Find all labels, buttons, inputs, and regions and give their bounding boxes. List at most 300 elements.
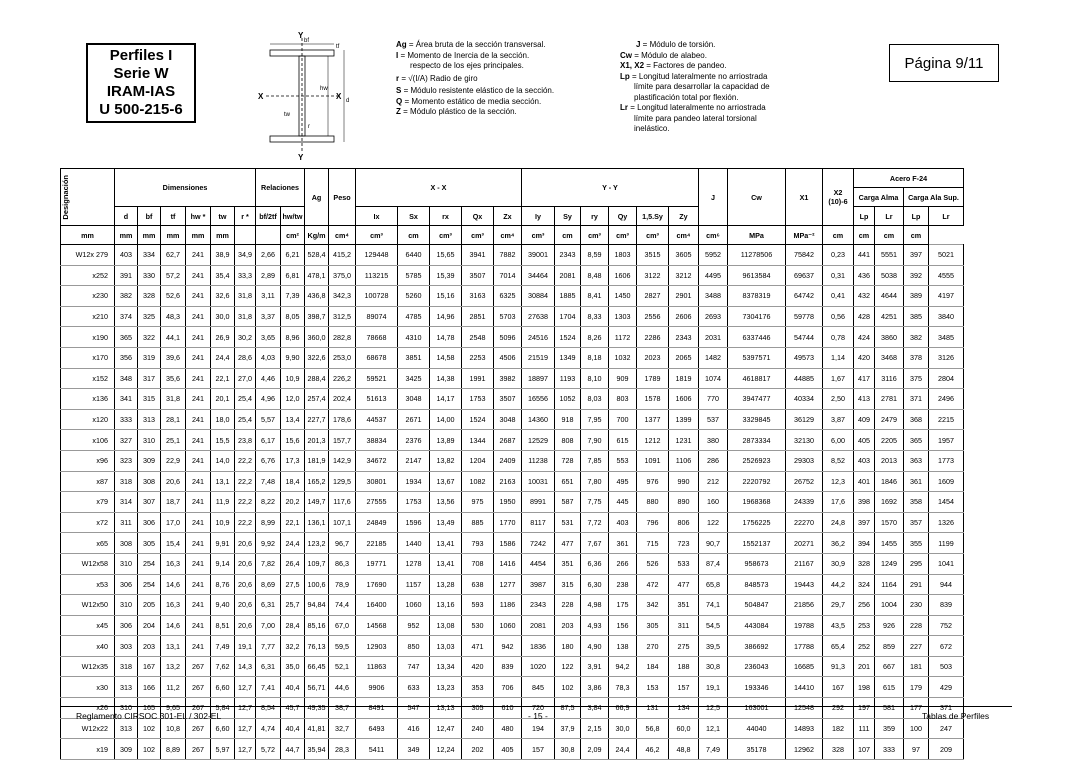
table-cell: 22185 xyxy=(356,533,398,554)
table-cell: 793 xyxy=(462,533,494,554)
table-cell: 291 xyxy=(904,574,929,595)
designation-cell: x96 xyxy=(61,450,115,471)
designation-cell: W12x58 xyxy=(61,553,115,574)
table-cell: 5,57 xyxy=(256,409,281,430)
column-unit: mm xyxy=(115,226,138,245)
table-cell: 100,6 xyxy=(305,574,329,595)
table-cell: 723 xyxy=(669,533,699,554)
table-cell: 1349 xyxy=(555,347,581,368)
table-cell: 885 xyxy=(462,512,494,533)
table-row xyxy=(61,327,964,348)
table-cell: 40,4 xyxy=(281,718,305,739)
table-cell: 307 xyxy=(138,492,161,513)
table-cell: 6,00 xyxy=(823,430,854,451)
column-unit xyxy=(235,226,256,245)
column-unit: cm xyxy=(904,226,929,245)
table-cell: 4,74 xyxy=(256,718,281,739)
table-cell: 136,1 xyxy=(305,512,329,533)
table-cell: 52,6 xyxy=(161,286,186,307)
table-cell: 20,6 xyxy=(235,615,256,636)
table-cell: 85,16 xyxy=(305,615,329,636)
table-cell: 1032 xyxy=(609,347,637,368)
table-cell: 8,18 xyxy=(581,347,609,368)
table-cell: 10,9 xyxy=(281,368,305,389)
table-cell: 8,89 xyxy=(161,739,186,760)
table-cell: 60,0 xyxy=(669,718,699,739)
x-axis-right-label: X xyxy=(336,92,342,101)
table-row xyxy=(61,512,964,533)
table-cell: 54,5 xyxy=(699,615,728,636)
table-cell: 2851 xyxy=(462,306,494,327)
table-cell: 13,23 xyxy=(430,677,462,698)
footer-right: Tablas de Perfiles xyxy=(922,711,990,721)
table-cell: 3947477 xyxy=(728,389,786,410)
table-cell: 181,9 xyxy=(305,450,329,471)
table-cell: 30,8 xyxy=(699,656,728,677)
table-cell: 1278 xyxy=(398,553,430,574)
footer-center: - 15 - xyxy=(528,711,548,721)
table-cell: 12,24 xyxy=(430,739,462,760)
table-cell: 715 xyxy=(637,533,669,554)
table-cell: 18897 xyxy=(522,368,555,389)
table-cell: 241 xyxy=(186,450,211,471)
table-cell: 205 xyxy=(138,595,161,616)
table-cell: 282,8 xyxy=(329,327,356,348)
table-cell: 587 xyxy=(555,492,581,513)
table-cell: 808 xyxy=(555,430,581,451)
table-cell: 12,7 xyxy=(235,698,256,719)
table-cell: 32130 xyxy=(786,430,823,451)
table-cell: 9,92 xyxy=(256,533,281,554)
table-cell: 1524 xyxy=(462,409,494,430)
table-cell: 4251 xyxy=(875,306,904,327)
table-cell: 49,35 xyxy=(305,698,329,719)
x-axis-left-label: X xyxy=(258,92,264,101)
table-cell: 1606 xyxy=(669,389,699,410)
designation-cell: x252 xyxy=(61,265,115,286)
table-cell: 26,4 xyxy=(281,553,305,574)
table-cell: 314 xyxy=(115,492,138,513)
table-cell: 15,39 xyxy=(430,265,462,286)
table-cell: 2526923 xyxy=(728,450,786,471)
table-row xyxy=(61,656,964,677)
table-cell: 5397571 xyxy=(728,347,786,368)
page-number-box: Página 9/11 xyxy=(889,44,999,82)
column-unit: cm³ xyxy=(462,226,494,245)
table-cell: 257,4 xyxy=(305,389,329,410)
table-cell: 241 xyxy=(186,615,211,636)
table-cell: 319 xyxy=(138,347,161,368)
table-cell: 10,8 xyxy=(161,718,186,739)
table-cell: 34672 xyxy=(356,450,398,471)
table-cell: 8,99 xyxy=(256,512,281,533)
table-cell: 530 xyxy=(462,615,494,636)
table-cell: 74,1 xyxy=(699,595,728,616)
table-cell: 3425 xyxy=(398,368,430,389)
table-cell: 8491 xyxy=(356,698,398,719)
table-cell: 241 xyxy=(186,265,211,286)
table-cell: 398,7 xyxy=(305,306,329,327)
table-cell: 333 xyxy=(115,409,138,430)
table-cell: 16,3 xyxy=(161,553,186,574)
designation-cell: W12x22 xyxy=(61,718,115,739)
table-cell: 266 xyxy=(609,553,637,574)
table-cell: 2220792 xyxy=(728,471,786,492)
table-cell: 94,2 xyxy=(609,656,637,677)
table-cell: 14893 xyxy=(786,718,823,739)
column-unit: mm xyxy=(138,226,161,245)
table-cell: 10031 xyxy=(522,471,555,492)
table-cell: 5096 xyxy=(494,327,522,348)
table-cell: 4618817 xyxy=(728,368,786,389)
table-cell: 30,9 xyxy=(823,553,854,574)
table-cell: 357 xyxy=(904,512,929,533)
table-cell: 2286 xyxy=(637,327,669,348)
table-cell: 188 xyxy=(669,656,699,677)
table-cell: 333 xyxy=(875,739,904,760)
r-label: r xyxy=(308,124,310,130)
table-cell: 720 xyxy=(522,698,555,719)
table-cell: 193346 xyxy=(728,677,786,698)
table-cell: 477 xyxy=(669,574,699,595)
table-cell: 363 xyxy=(904,450,929,471)
table-cell: 227 xyxy=(904,636,929,657)
table-cell: 32,7 xyxy=(329,718,356,739)
table-cell: 68678 xyxy=(356,347,398,368)
table-cell: 241 xyxy=(186,286,211,307)
table-cell: 24849 xyxy=(356,512,398,533)
column-symbol: bf/2tf xyxy=(256,207,281,226)
table-cell: 25,4 xyxy=(235,409,256,430)
table-cell: 19788 xyxy=(786,615,823,636)
table-cell: 397 xyxy=(854,512,875,533)
table-cell: 313 xyxy=(115,718,138,739)
table-cell: 3987 xyxy=(522,574,555,595)
table-cell: 839 xyxy=(494,656,522,677)
ag-header: Ag xyxy=(305,169,329,226)
table-cell: 5,72 xyxy=(256,739,281,760)
table-cell: 909 xyxy=(609,368,637,389)
table-cell: 12548 xyxy=(786,698,823,719)
table-cell: 44,1 xyxy=(161,327,186,348)
table-cell: 14,3 xyxy=(235,656,256,677)
table-cell: 34464 xyxy=(522,265,555,286)
table-cell: 22,2 xyxy=(235,450,256,471)
table-cell: 38,9 xyxy=(211,245,235,266)
table-cell: 1020 xyxy=(522,656,555,677)
table-cell: 322 xyxy=(138,327,161,348)
table-cell: 7,82 xyxy=(256,553,281,574)
table-cell: 7,72 xyxy=(581,512,609,533)
table-cell: 111 xyxy=(854,718,875,739)
table-cell: 157 xyxy=(669,677,699,698)
table-cell: 31,8 xyxy=(235,286,256,307)
table-cell: 6,60 xyxy=(211,718,235,739)
tw-label: tw xyxy=(284,112,290,118)
peso-header: Peso xyxy=(329,169,356,226)
table-cell: 394 xyxy=(854,533,875,554)
table-cell: 7,00 xyxy=(256,615,281,636)
table-cell: 351 xyxy=(669,595,699,616)
table-cell: 2687 xyxy=(494,430,522,451)
column-unit: cm⁶ xyxy=(699,226,728,245)
table-cell: 236043 xyxy=(728,656,786,677)
table-cell: 14568 xyxy=(356,615,398,636)
table-cell: 2253 xyxy=(462,347,494,368)
table-cell: 2,66 xyxy=(256,245,281,266)
table-cell: 253,0 xyxy=(329,347,356,368)
table-cell: 1106 xyxy=(669,450,699,471)
table-cell: 375 xyxy=(904,368,929,389)
y-axis-top-label: Y xyxy=(298,31,304,40)
table-cell: 241 xyxy=(186,595,211,616)
table-cell: 796 xyxy=(637,512,669,533)
table-cell: 360,0 xyxy=(305,327,329,348)
x1-header: X1 xyxy=(786,169,823,226)
table-cell: 9,90 xyxy=(281,347,305,368)
table-cell: 2081 xyxy=(522,615,555,636)
table-cell: 19,1 xyxy=(235,636,256,657)
table-cell: 8,03 xyxy=(581,389,609,410)
table-cell: 324 xyxy=(854,574,875,595)
table-cell: 7,95 xyxy=(581,409,609,430)
table-cell: 28,6 xyxy=(235,347,256,368)
profile-title-box xyxy=(86,43,196,123)
table-cell: 32,6 xyxy=(211,286,235,307)
column-symbol: Qx xyxy=(462,207,494,226)
designation-cell: x79 xyxy=(61,492,115,513)
table-cell: 13,16 xyxy=(430,595,462,616)
table-cell: 267 xyxy=(186,739,211,760)
table-cell: 45,7 xyxy=(281,698,305,719)
table-cell: 2873334 xyxy=(728,430,786,451)
table-cell: 48,3 xyxy=(161,306,186,327)
table-cell: 107 xyxy=(854,739,875,760)
table-row xyxy=(61,636,964,657)
table-cell: 66,45 xyxy=(305,656,329,677)
table-cell: 86,3 xyxy=(329,553,356,574)
table-cell: 7,39 xyxy=(281,286,305,307)
table-cell: 420 xyxy=(462,656,494,677)
table-cell: 443084 xyxy=(728,615,786,636)
table-cell: 122 xyxy=(699,512,728,533)
table-cell: 353 xyxy=(462,677,494,698)
table-cell: 6,36 xyxy=(581,553,609,574)
table-row xyxy=(61,677,964,698)
table-cell: 976 xyxy=(637,471,669,492)
table-cell: 348 xyxy=(115,368,138,389)
table-cell: 48,8 xyxy=(669,739,699,760)
table-cell: 5038 xyxy=(875,265,904,286)
table-cell: 56,71 xyxy=(305,677,329,698)
table-cell: 2671 xyxy=(398,409,430,430)
table-cell: 305 xyxy=(138,533,161,554)
table-cell: 9,14 xyxy=(211,553,235,574)
column-symbol: r * xyxy=(235,207,256,226)
table-cell: 441 xyxy=(854,245,875,266)
table-cell: 13,49 xyxy=(430,512,462,533)
table-cell: 5260 xyxy=(398,286,430,307)
table-cell: 3,37 xyxy=(256,306,281,327)
table-cell: 9613584 xyxy=(728,265,786,286)
table-cell: 2556 xyxy=(637,306,669,327)
table-cell: 1753 xyxy=(462,389,494,410)
table-cell: 958673 xyxy=(728,553,786,574)
table-cell: 24516 xyxy=(522,327,555,348)
table-cell: 22,1 xyxy=(211,368,235,389)
table-cell: 131 xyxy=(637,698,669,719)
table-cell: 1186 xyxy=(494,595,522,616)
table-cell: 317 xyxy=(138,368,161,389)
table-cell: 17,3 xyxy=(281,450,305,471)
definitions-left: Ag = Área bruta de la sección transversal. I = Momento de Inercia de la sección. respecto de los ejes principales. r = √(I/A) Radio de giro S = Módulo resistente elástico de la sección. Q = Momento estático de media sección. Z = Módulo plástico de la sección. xyxy=(396,40,555,116)
table-cell: 30884 xyxy=(522,286,555,307)
table-cell: 175 xyxy=(609,595,637,616)
table-cell: 178,6 xyxy=(329,409,356,430)
table-cell: 8,10 xyxy=(581,368,609,389)
table-cell: 13,08 xyxy=(430,615,462,636)
table-cell: 638 xyxy=(462,574,494,595)
table-cell: 3941 xyxy=(462,245,494,266)
table-cell: 2343 xyxy=(555,245,581,266)
table-cell: 54744 xyxy=(786,327,823,348)
table-cell: 1041 xyxy=(929,553,964,574)
table-cell: 398 xyxy=(854,492,875,513)
table-cell: 129,5 xyxy=(329,471,356,492)
table-cell: 20271 xyxy=(786,533,823,554)
table-cell: 39,6 xyxy=(161,347,186,368)
table-cell: 5,97 xyxy=(211,739,235,760)
table-cell: 429 xyxy=(929,677,964,698)
table-cell: 18,4 xyxy=(281,471,305,492)
table-cell: 22,2 xyxy=(235,492,256,513)
table-row xyxy=(61,306,964,327)
table-cell: 13,67 xyxy=(430,471,462,492)
table-cell: 28,1 xyxy=(161,409,186,430)
table-cell: 7,49 xyxy=(699,739,728,760)
table-cell: 129448 xyxy=(356,245,398,266)
table-cell: 478,1 xyxy=(305,265,329,286)
designation-cell: x87 xyxy=(61,471,115,492)
table-cell: 12903 xyxy=(356,636,398,657)
table-cell: 8,54 xyxy=(256,698,281,719)
table-cell: 78,9 xyxy=(329,574,356,595)
table-cell: 62,7 xyxy=(161,245,186,266)
table-cell: 12,7 xyxy=(235,739,256,760)
column-unit xyxy=(256,226,281,245)
table-cell: 15,6 xyxy=(281,430,305,451)
designation-cell: x120 xyxy=(61,409,115,430)
table-cell: 3,91 xyxy=(581,656,609,677)
table-cell: 2496 xyxy=(929,389,964,410)
table-cell: 7,49 xyxy=(211,636,235,657)
table-cell: 306 xyxy=(115,574,138,595)
table-cell: 6,31 xyxy=(256,656,281,677)
table-cell: 8,33 xyxy=(581,306,609,327)
table-cell: 16685 xyxy=(786,656,823,677)
designation-cell: x53 xyxy=(61,574,115,595)
table-row xyxy=(61,595,964,616)
table-cell: 20,2 xyxy=(281,492,305,513)
table-cell: 3212 xyxy=(669,265,699,286)
table-cell: 11278506 xyxy=(728,245,786,266)
column-unit: mm xyxy=(211,226,235,245)
column-unit: MPa⁻² xyxy=(786,226,823,245)
table-cell: 22,2 xyxy=(235,471,256,492)
table-cell: 12,7 xyxy=(235,677,256,698)
table-cell: 13,4 xyxy=(281,409,305,430)
column-symbol: Zx xyxy=(494,207,522,226)
table-cell: 13,1 xyxy=(211,471,235,492)
table-cell: 39,5 xyxy=(699,636,728,657)
table-cell: 1789 xyxy=(637,368,669,389)
table-cell: 2343 xyxy=(669,327,699,348)
table-cell: 330 xyxy=(138,265,161,286)
table-cell: 312,5 xyxy=(329,306,356,327)
table-cell: 202,4 xyxy=(329,389,356,410)
table-cell: 8,59 xyxy=(581,245,609,266)
table-cell: 1440 xyxy=(398,533,430,554)
column-symbol: Sy xyxy=(555,207,581,226)
table-cell: 405 xyxy=(854,430,875,451)
table-cell: 87,4 xyxy=(699,553,728,574)
column-unit: Kg/m xyxy=(305,226,329,245)
column-unit: cm xyxy=(398,226,430,245)
table-cell: 1004 xyxy=(875,595,904,616)
table-cell: 30,0 xyxy=(609,718,637,739)
table-cell: 4555 xyxy=(929,265,964,286)
table-cell: 2205 xyxy=(875,430,904,451)
table-cell: 309 xyxy=(138,450,161,471)
table-cell: 615 xyxy=(609,430,637,451)
table-cell: 241 xyxy=(186,512,211,533)
designation-cell: x136 xyxy=(61,389,115,410)
table-cell: 3163 xyxy=(462,286,494,307)
table-cell: 7,67 xyxy=(581,533,609,554)
definitions-right: J = Módulo de torsión. Cw = Módulo de alabeo. X1, X2 = Factores de pandeo. Lp = Longitud lateralmente no arriostrada límite para desarrollar la capacidad de plastificación total por flexión. Lr = Longitud lateralmente no arriostrada límite para pandeo lateral torsional inelástico. xyxy=(620,40,770,133)
table-cell: 848573 xyxy=(728,574,786,595)
table-cell: 672 xyxy=(929,636,964,657)
table-cell: 1704 xyxy=(555,306,581,327)
table-cell: 428 xyxy=(854,306,875,327)
table-cell: 2023 xyxy=(637,347,669,368)
designation-cell: x40 xyxy=(61,636,115,657)
table-cell: 375,0 xyxy=(329,265,356,286)
table-cell: 6325 xyxy=(494,286,522,307)
table-cell: 94,84 xyxy=(305,595,329,616)
table-cell: 5785 xyxy=(398,265,430,286)
table-cell: 30801 xyxy=(356,471,398,492)
table-cell: 355 xyxy=(904,533,929,554)
table-row xyxy=(61,368,964,389)
table-cell: 65,4 xyxy=(823,636,854,657)
table-cell: 14,6 xyxy=(161,574,186,595)
unit-row xyxy=(61,226,964,245)
table-cell: 1934 xyxy=(398,471,430,492)
table-cell: 87,5 xyxy=(555,698,581,719)
table-cell: 12,5 xyxy=(699,698,728,719)
table-cell: 35,94 xyxy=(305,739,329,760)
table-row xyxy=(61,553,964,574)
table-cell: 22,1 xyxy=(281,512,305,533)
table-row xyxy=(61,389,964,410)
table-cell: 391 xyxy=(115,265,138,286)
table-cell: 3048 xyxy=(398,389,430,410)
table-cell: 0,41 xyxy=(823,286,854,307)
table-cell: 295 xyxy=(904,553,929,574)
table-cell: 38,7 xyxy=(329,698,356,719)
table-cell: 27,0 xyxy=(235,368,256,389)
